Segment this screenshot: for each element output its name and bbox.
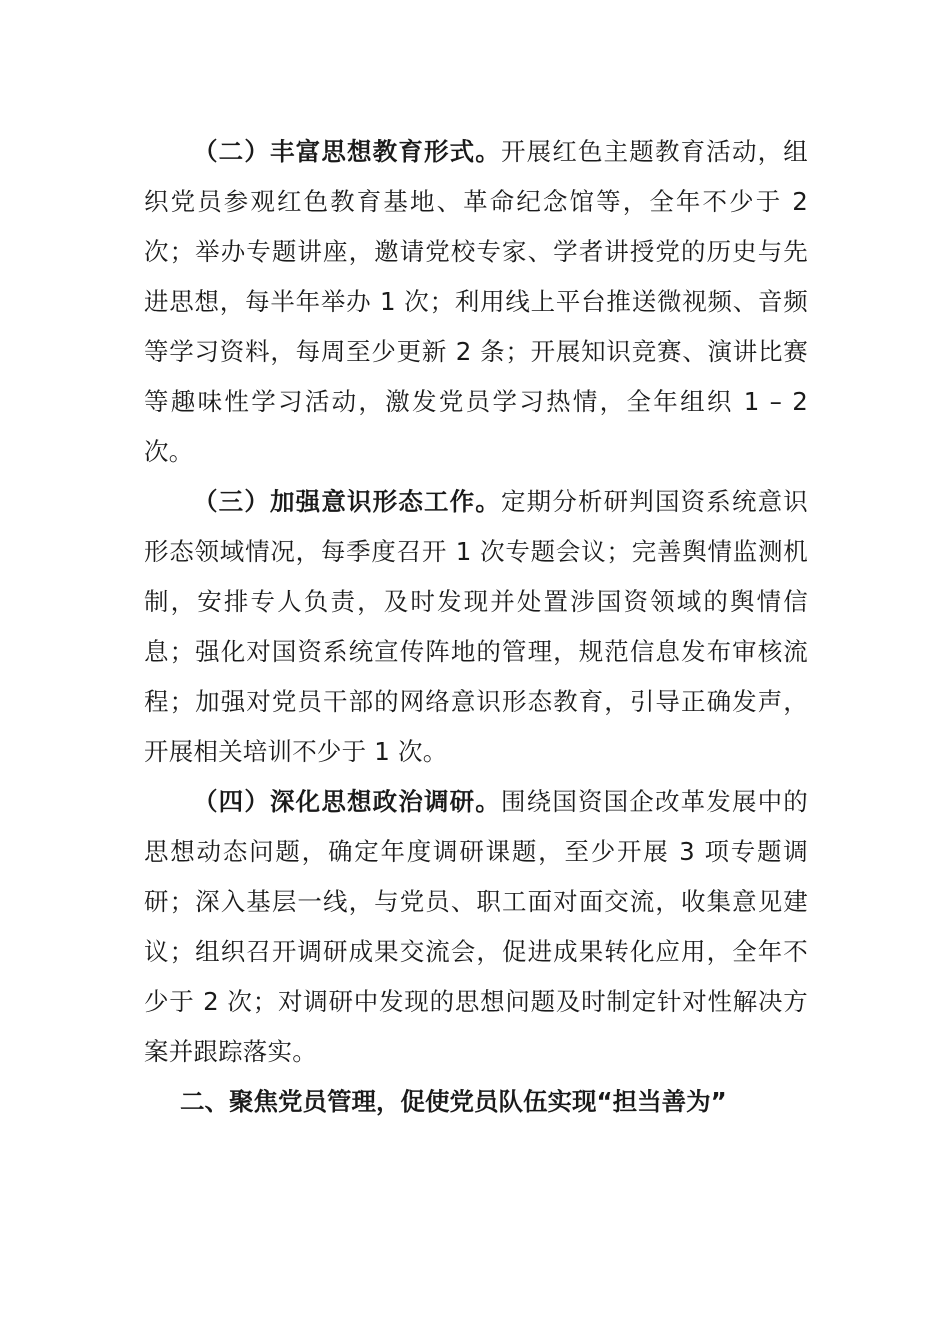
paragraph-enrich-ideological-education: [144, 127, 808, 477]
paragraph-body: 开展红色主题教育活动，组织党员参观红色教育基地、革命纪念馆等，全年不少于 2 次；举办专题讲座，邀请党校专家、学者讲授党的历史与先进思想，每半年举办 1 次；利用线上平台推送微视频、音频等学习资料，每周至少更新 2 条；开展知识竞赛、演讲比赛等趣味性学习活动，激发党员学习热情，全年组织 1 – 2 次。: [144, 137, 808, 466]
paragraph-body: 围绕国资国企改革发展中的思想动态问题，确定年度调研课题，至少开展 3 项专题调研；深入基层一线，与党员、职工面对面交流，收集意见建议；组织召开调研成果交流会，促进成果转化应用，全年不少于 2 次；对调研中发现的思想问题及时制定针对性解决方案并跟踪落实。: [144, 787, 808, 1066]
paragraph-strengthen-ideology-work: [144, 477, 808, 777]
document-body: [144, 127, 808, 1127]
paragraph-body: 定期分析研判国资系统意识形态领域情况，每季度召开 1 次专题会议；完善舆情监测机制，安排专人负责，及时发现并处置涉国资领域的舆情信息；强化对国资系统宣传阵地的管理，规范信息发布审核流程；加强对党员干部的网络意识形态教育，引导正确发声，开展相关培训不少于 1 次。: [144, 487, 808, 766]
paragraph-heading: （四）深化思想政治调研。: [193, 787, 501, 816]
paragraph-deepen-political-research: [144, 777, 808, 1077]
paragraph-heading: （二）丰富思想教育形式。: [193, 137, 501, 166]
section-title: 二、聚焦党员管理，促使党员队伍实现“担当善为”: [180, 1087, 727, 1116]
paragraph-heading: （三）加强意识形态工作。: [193, 487, 501, 516]
